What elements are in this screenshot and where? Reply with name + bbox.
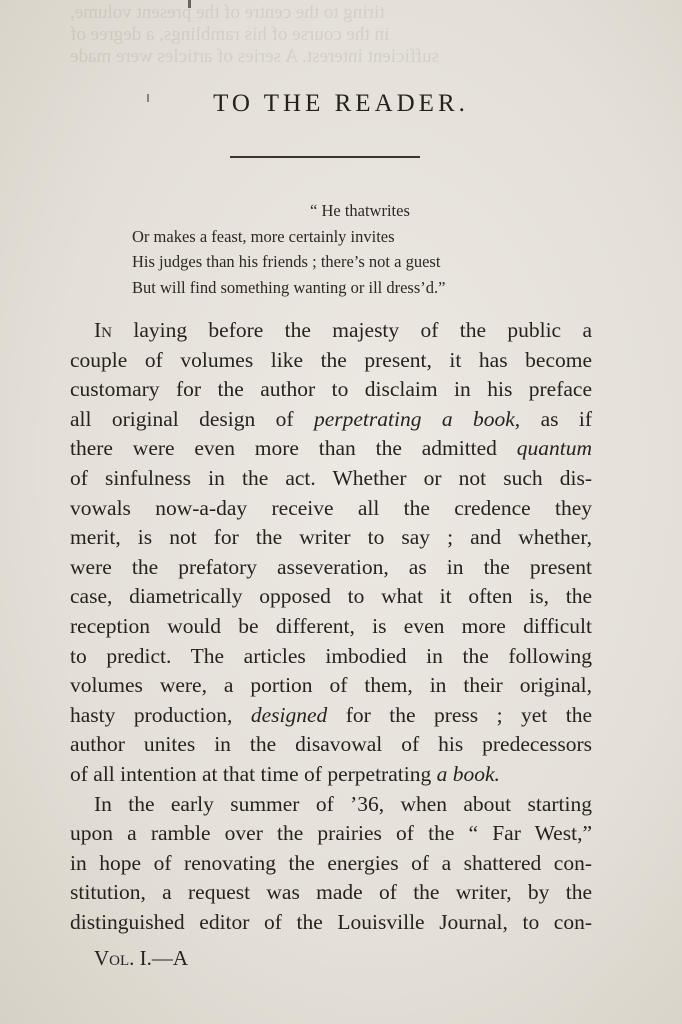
- paragraph-1-line-4: all original design of perpetrating a book, as if: [70, 406, 592, 431]
- bleed-through-text: [0, 0, 682, 82]
- page-title: TO THE READER.: [213, 90, 469, 117]
- paragraph-1-line-15: author unites in the disavowal of his predecessors: [70, 732, 592, 757]
- paragraph-1-line-10: case, diametrically opposed to what it often is, the: [70, 584, 592, 609]
- paragraph-1-line-12: to predict. The articles imbodied in the following: [70, 643, 592, 668]
- paragraph-1-line-8: merit, is not for the writer to say ; and whether,: [70, 525, 592, 550]
- paragraph-1-line-7: vowals now-a-day receive all the credence they: [70, 495, 592, 520]
- bleed-line-1: tiring to the centre of the present volume,: [70, 2, 385, 23]
- paragraph-1-line-5: there were even more than the admitted quantum: [70, 436, 592, 461]
- signature-mark: Vol. I.—A: [94, 946, 189, 970]
- paragraph-1-line-9: were the prefatory asseveration, as in the present: [70, 554, 592, 579]
- epigraph-line-3: His judges than his friends ; there’s not a guest: [132, 252, 441, 271]
- paragraph-2-line-1: In the early summer of ’36, when about starting: [94, 791, 592, 816]
- top-ink-mark: [188, 0, 191, 8]
- bleed-line-3: sufficient interest. A series of articles were made: [70, 46, 439, 67]
- epigraph-line-4: But will find something wanting or ill dress’d.”: [132, 277, 446, 297]
- paragraph-1-line-3: customary for the author to disclaim in his preface: [70, 377, 592, 402]
- bleed-line-2: in the course of his ramblings, a degree of: [70, 24, 390, 45]
- body-text: [70, 316, 592, 937]
- paragraph-2-line-4: stitution, a request was made of the writer, by the: [70, 880, 592, 905]
- drop-word: In: [94, 318, 112, 342]
- paragraph-2-line-3: in hope of renovating the energies of a shattered con-: [70, 850, 592, 875]
- epigraph-line-1: “ He thatwrites: [310, 201, 410, 220]
- paragraph-1-line-11: reception would be different, is even more difficult: [70, 613, 592, 638]
- epigraph-line-2: Or makes a feast, more certainly invites: [132, 226, 395, 246]
- epigraph: [132, 198, 552, 300]
- paragraph-1-line-16: of all intention at that time of perpetrating a book.: [70, 761, 500, 786]
- paragraph-2-line-5: distinguished editor of the Louisville Journal, to con-: [70, 909, 592, 934]
- paragraph-1-line-6: of sinfulness in the act. Whether or not such dis-: [70, 465, 592, 490]
- title-divider: [230, 156, 420, 158]
- paragraph-2-line-2: upon a ramble over the prairies of the “ Far West,”: [70, 821, 592, 846]
- paragraph-1-line-14: hasty production, designed for the press ; yet the: [70, 702, 592, 727]
- paragraph-1-line-13: volumes were, a portion of them, in their original,: [70, 673, 592, 698]
- paragraph-1-line-1: In laying before the majesty of the public a: [94, 318, 592, 342]
- paragraph-1-line-2: couple of volumes like the present, it has become: [70, 347, 592, 372]
